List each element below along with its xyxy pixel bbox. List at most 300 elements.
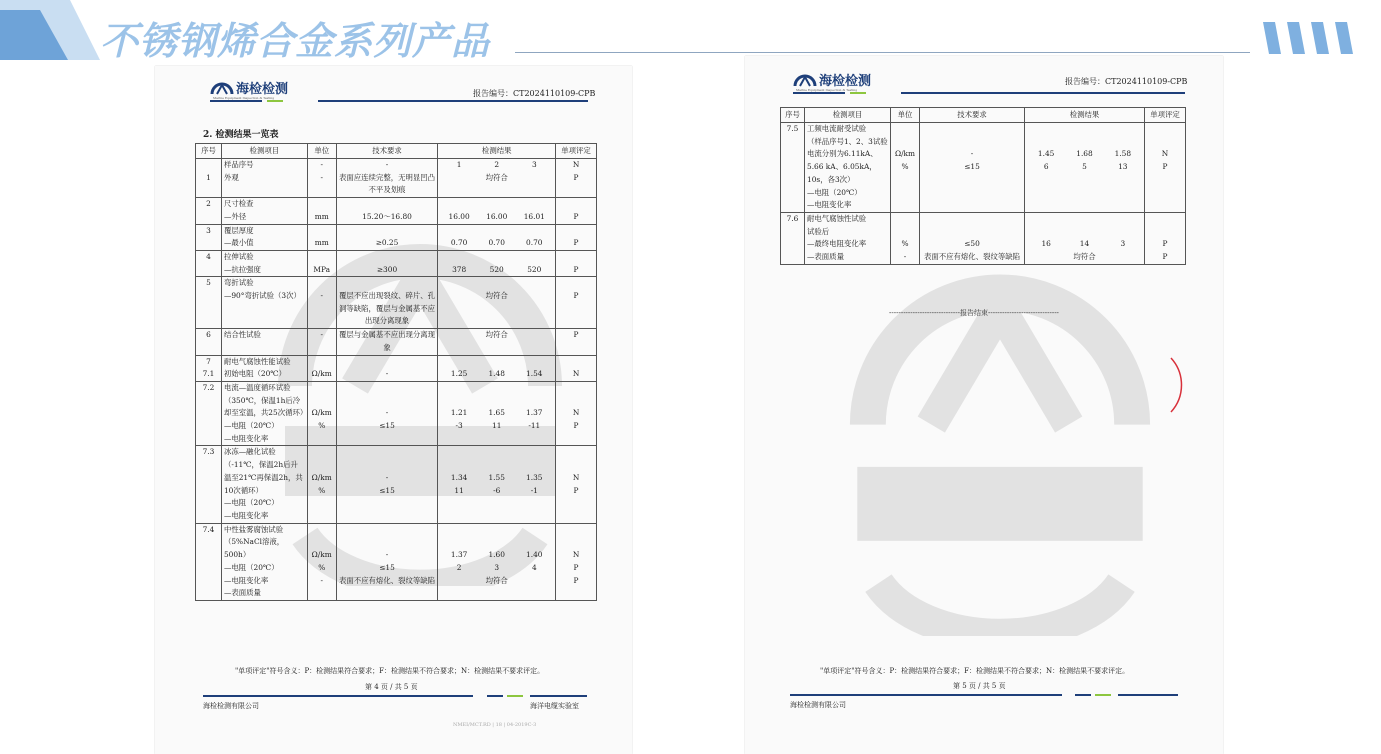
table-row <box>196 198 597 224</box>
cell-eval <box>556 381 597 446</box>
cell-line: Ω/km <box>894 149 916 159</box>
result-line <box>440 277 553 290</box>
result-line <box>1027 123 1142 136</box>
cell-line: —电阻变化率 <box>223 510 269 520</box>
cell-unit <box>307 446 336 523</box>
cell-line: —电阻变化率 <box>807 200 852 210</box>
logo-subtitle: Marine Equipment Inspection & Testing <box>796 88 858 92</box>
cell-line: —抗拉强度 <box>223 264 261 274</box>
col-header-results: 检测结果 <box>1025 108 1145 123</box>
result-value: 4 <box>531 562 537 572</box>
report-number: 报告编号：CT2024110109-CPB <box>1065 77 1188 86</box>
cell-unit <box>307 523 336 600</box>
cell-line: ≤15 <box>964 162 980 172</box>
cell-line: - <box>320 575 323 585</box>
cell-line: 4 <box>206 251 211 261</box>
cell-results <box>438 250 556 276</box>
result-value: 1.37 <box>450 550 468 560</box>
cell-line: （5%NaCl溶液，500h） <box>223 537 285 560</box>
cell-line: —电阻（20℃） <box>223 562 279 572</box>
cell-line: mm <box>314 211 329 221</box>
cell-line <box>558 536 594 549</box>
cell-line <box>310 446 334 459</box>
result-line <box>440 251 553 264</box>
cell-line <box>922 213 1022 226</box>
cell-unit <box>307 355 336 381</box>
cell-line: P <box>573 238 579 248</box>
cell-line <box>310 277 334 290</box>
result-value: 16.00 <box>486 211 508 221</box>
cell-no <box>196 250 222 276</box>
cell-line <box>922 123 1022 136</box>
result-line <box>440 159 553 172</box>
cell-results <box>438 381 556 446</box>
cell-line: - <box>385 408 389 418</box>
table-row <box>196 224 597 250</box>
cell-line: mm <box>314 238 329 248</box>
cell-line: 耐电气腐蚀性试验 <box>807 213 867 223</box>
report-number: 报告编号：CT2024110109-CPB <box>473 89 596 98</box>
cell-line <box>558 356 594 369</box>
cell-line: P <box>1162 252 1168 262</box>
cell-unit <box>307 198 336 224</box>
banner-stripes-icon <box>1259 22 1359 54</box>
banner-corner-shape <box>0 0 100 66</box>
cell-line <box>893 213 917 226</box>
result-line: 均符合 <box>485 291 508 301</box>
cell-line: P <box>573 575 579 585</box>
cell-line <box>339 536 436 549</box>
result-line <box>440 395 553 408</box>
evaluation-legend: "单项评定"符号含义：P：检测结果符合要求；F：检测结果不符合要求；N：检测结果不要求评定。 <box>235 667 545 675</box>
cell-line: ≥0.25 <box>375 238 399 248</box>
cell-line <box>339 356 436 369</box>
cell-line: ≤15 <box>379 485 395 495</box>
table-row <box>196 355 597 381</box>
cell-line: 7.3 <box>202 447 215 457</box>
cell-eval <box>556 159 597 198</box>
col-header-no: 序号 <box>781 108 805 123</box>
cell-line <box>1147 226 1183 239</box>
cell-eval <box>556 355 597 381</box>
result-value: 1.58 <box>1114 149 1132 159</box>
footer-rule-right <box>1118 694 1178 696</box>
result-value: 0.70 <box>526 238 543 248</box>
header-rule-accent <box>850 92 866 94</box>
result-line <box>440 446 553 459</box>
cell-line: % <box>318 562 326 572</box>
result-value: 1 <box>456 160 462 169</box>
cell-line <box>922 226 1022 239</box>
cell-line: 表面不应有熔化、裂纹等缺陷 <box>338 575 436 585</box>
cell-line: —电阻变化率 <box>223 433 269 443</box>
cell-line: 7.5 <box>786 124 799 133</box>
cell-line: —外径 <box>223 211 247 221</box>
cell-item <box>221 329 307 355</box>
cell-no <box>781 212 805 264</box>
cell-req <box>336 523 438 600</box>
cell-line: P <box>1162 162 1168 172</box>
cell-line: —表面质量 <box>223 588 261 598</box>
result-line: 均符合 <box>485 330 508 340</box>
cell-line: P <box>573 562 579 572</box>
cell-item <box>221 159 307 198</box>
col-header-results: 检测结果 <box>438 144 556 159</box>
cell-no <box>196 277 222 329</box>
result-line <box>440 407 553 420</box>
cell-line: 工频电流耐受试验 <box>807 124 867 133</box>
cell-line <box>310 459 334 472</box>
cell-no <box>196 446 222 523</box>
cell-line <box>893 136 917 149</box>
cell-results <box>438 355 556 381</box>
result-value: 1.21 <box>450 408 468 418</box>
company-logo <box>210 78 288 97</box>
cell-no <box>196 198 222 224</box>
cell-no <box>781 123 805 213</box>
logo-text: 海检检测 <box>819 74 872 89</box>
header-rule-right <box>901 92 1185 94</box>
result-line <box>440 472 553 485</box>
cell-line: 15.20～16.80 <box>362 211 412 221</box>
cell-line <box>893 123 917 136</box>
cell-line: - <box>385 369 389 379</box>
cell-line: N <box>572 369 580 379</box>
table-row <box>196 381 597 446</box>
cell-line: P <box>573 172 579 182</box>
result-value: -3 <box>455 421 463 431</box>
cell-line: N <box>572 160 580 169</box>
logo-text: 海检检测 <box>236 82 289 97</box>
cell-line: 覆层不应出现裂纹、碎片、孔洞等缺陷，覆层与金属基不应出现分离现象 <box>338 291 436 326</box>
cell-req <box>920 212 1025 264</box>
cell-line: （350℃，保温1h后冷却至室温，共25次循环） <box>223 395 308 418</box>
page-number: 第 5 页 / 共 5 页 <box>953 682 1006 690</box>
cell-line: - <box>970 149 974 159</box>
result-value: 14 <box>1079 239 1090 249</box>
result-value: 3 <box>494 562 500 572</box>
result-line: 均符合 <box>485 575 508 585</box>
cell-eval <box>556 446 597 523</box>
cell-item <box>221 381 307 446</box>
result-value: 1.35 <box>526 472 543 482</box>
result-value: 5 <box>1082 162 1087 172</box>
cell-no <box>196 523 222 600</box>
cell-line <box>558 459 594 472</box>
result-value: 16.01 <box>523 211 545 221</box>
result-value: 6 <box>1043 162 1049 172</box>
results-table <box>195 143 597 601</box>
cell-line <box>339 277 436 290</box>
table-row <box>781 212 1186 264</box>
cell-line: 7.4 <box>202 524 215 534</box>
cell-line: N <box>572 550 580 560</box>
result-value: 3 <box>531 160 537 169</box>
cell-line: 表面应连续完整，无明显凹凸不平及划痕 <box>338 172 436 195</box>
cell-line: 7.6 <box>786 213 799 223</box>
footer-doc-code: NMEI/MCT.RD | 18 | 04-2019C-3 <box>453 722 537 728</box>
cell-line: P <box>573 485 579 495</box>
cell-line: - <box>320 172 323 182</box>
cell-line: —90°弯折试验（3次） <box>223 291 301 301</box>
cell-line: ≤15 <box>379 421 395 431</box>
result-value: 378 <box>452 264 467 274</box>
cell-line: MPa <box>313 264 331 274</box>
cell-line: 初始电阻（20℃） <box>223 369 286 379</box>
cell-line: 3 <box>206 225 211 235</box>
cell-no <box>196 224 222 250</box>
cell-results <box>438 159 556 198</box>
cell-line: P <box>573 330 579 340</box>
cell-line: —电阻（20℃） <box>223 498 279 508</box>
cell-line <box>558 225 594 238</box>
cell-line <box>310 395 334 408</box>
cell-item <box>221 277 307 329</box>
cell-line <box>339 198 436 211</box>
cell-line: ≤15 <box>379 562 395 572</box>
cell-line: - <box>320 291 323 301</box>
cell-results <box>438 198 556 224</box>
col-header-evaluation: 单项评定 <box>556 144 597 159</box>
cell-line: % <box>318 421 326 431</box>
footer-rule-left <box>790 694 1062 696</box>
logo-subtitle: Marine Equipment Inspection & Testing <box>213 96 275 100</box>
section-title: 2. 检测结果一览表 <box>203 130 279 140</box>
col-header-requirement: 技术要求 <box>336 144 438 159</box>
result-value: 16 <box>1041 239 1051 249</box>
cell-line: —最小值 <box>223 238 254 248</box>
cell-line <box>1147 213 1183 226</box>
footer-rule-accent <box>507 695 523 697</box>
cell-unit <box>891 212 920 264</box>
cell-line <box>1147 123 1183 136</box>
result-value: 13 <box>1118 162 1128 172</box>
result-line <box>440 264 553 277</box>
result-value: -1 <box>530 485 538 495</box>
cell-unit <box>307 277 336 329</box>
table-header-row <box>781 108 1186 123</box>
header-rule-right <box>318 100 588 102</box>
cell-line: 2 <box>206 199 211 209</box>
result-value: 520 <box>527 264 542 274</box>
cell-line <box>339 446 436 459</box>
col-header-requirement: 技术要求 <box>920 108 1025 123</box>
cell-line: —电阻变化率 <box>223 575 269 585</box>
result-value: 0.70 <box>450 238 468 248</box>
cell-line <box>310 225 334 238</box>
result-line <box>440 225 553 238</box>
cell-line: Ω/km <box>311 408 332 418</box>
footer-rule-mid <box>1075 694 1091 696</box>
cell-item <box>221 355 307 381</box>
cell-line: - <box>385 550 389 560</box>
cell-req <box>336 355 438 381</box>
cell-line: N <box>572 408 580 418</box>
cell-line: - <box>903 252 907 262</box>
cell-req <box>336 198 438 224</box>
nmei-watermark-icon <box>840 266 1160 636</box>
result-line <box>1027 238 1142 251</box>
cell-line <box>310 382 334 395</box>
result-value: -11 <box>528 421 541 431</box>
footer-company: 海检检测有限公司 <box>203 702 259 710</box>
cell-line: 覆层与金属基不应出现分离现象 <box>338 330 436 352</box>
cell-eval <box>556 250 597 276</box>
cell-line: P <box>573 291 579 301</box>
cell-item <box>221 198 307 224</box>
cell-line <box>310 251 334 264</box>
cell-eval <box>556 277 597 329</box>
result-value: 1.37 <box>526 408 543 418</box>
cell-unit <box>307 329 336 355</box>
col-header-unit: 单位 <box>307 144 336 159</box>
result-line <box>440 198 553 211</box>
table-row <box>196 277 597 329</box>
report-page-4 <box>155 66 632 754</box>
cell-line <box>922 136 1022 149</box>
red-seal-stamp-icon <box>1169 356 1183 416</box>
result-value: 1.55 <box>488 472 505 482</box>
result-value: 1.45 <box>1037 149 1055 159</box>
cell-line: % <box>901 239 909 249</box>
cell-line: 覆层厚度 <box>223 225 254 235</box>
cell-unit <box>307 224 336 250</box>
report-page-5 <box>745 56 1223 754</box>
table-row <box>196 446 597 523</box>
cell-line: 外观 <box>223 172 239 182</box>
footer-company: 海检检测有限公司 <box>790 701 846 709</box>
result-line <box>440 485 553 498</box>
table-row <box>196 250 597 276</box>
cell-line <box>339 382 436 395</box>
cell-line: 7 <box>206 356 211 366</box>
header-rule-left <box>793 92 845 94</box>
cell-line: —表面质量 <box>807 252 844 262</box>
footer-rule-right <box>530 695 587 697</box>
cell-results <box>438 329 556 355</box>
cell-unit <box>307 381 336 446</box>
col-header-no: 序号 <box>196 144 222 159</box>
cell-line <box>339 225 436 238</box>
cell-item <box>221 250 307 276</box>
cell-line <box>893 226 917 239</box>
cell-line: - <box>385 160 389 169</box>
result-line <box>440 368 553 381</box>
cell-line <box>558 382 594 395</box>
cell-line: 冰冻—融化试验 <box>223 447 276 457</box>
cell-line: 尺寸检查 <box>223 199 254 209</box>
banner-title: 不锈钢烯合金系列产品 <box>100 19 491 63</box>
cell-no <box>196 159 222 198</box>
result-value: 2 <box>456 562 462 572</box>
col-header-item: 检测项目 <box>221 144 307 159</box>
cell-results <box>438 446 556 523</box>
cell-line: 耐电气腐蚀性能试验 <box>223 356 291 366</box>
cell-line: % <box>901 162 909 172</box>
cell-line: 结合性试验 <box>223 330 261 340</box>
result-line <box>440 420 553 433</box>
cell-no <box>196 381 222 446</box>
cell-line: 弯折试验 <box>223 278 254 288</box>
cell-line <box>310 356 334 369</box>
cell-results <box>438 277 556 329</box>
cell-line: ≥300 <box>376 264 398 274</box>
col-header-unit: 单位 <box>891 108 920 123</box>
col-header-item: 检测项目 <box>805 108 891 123</box>
table-row <box>781 123 1186 213</box>
cell-line <box>339 395 436 408</box>
cell-eval <box>556 198 597 224</box>
result-value: 1.65 <box>488 408 505 418</box>
result-value: -6 <box>493 485 501 495</box>
result-line <box>1027 136 1142 149</box>
cell-line: （-11℃，保温2h后升温至21℃再保温2h，共10次循环） <box>223 460 303 495</box>
cell-unit <box>891 123 920 213</box>
cell-req <box>336 446 438 523</box>
cell-results <box>438 224 556 250</box>
logo-emblem-icon <box>210 80 234 96</box>
cell-line: 中性盐雾腐蚀试验 <box>223 524 284 534</box>
cell-line <box>558 198 594 211</box>
banner-divider <box>515 52 1250 53</box>
result-line <box>440 524 553 537</box>
cell-line: 6 <box>206 330 211 340</box>
cell-line: —电阻（20℃） <box>807 187 862 197</box>
cell-eval <box>556 224 597 250</box>
cell-line: N <box>572 472 580 482</box>
table-header-row <box>196 144 597 159</box>
result-value: 1.60 <box>488 550 505 560</box>
cell-line: ≤50 <box>964 239 980 249</box>
result-line <box>440 211 553 224</box>
cell-line: 1 <box>206 172 211 182</box>
table-row <box>196 523 597 600</box>
cell-line: - <box>385 472 389 482</box>
result-line <box>440 549 553 562</box>
result-value: 3 <box>1120 239 1126 249</box>
result-value: 1.34 <box>450 472 468 482</box>
cell-unit <box>307 250 336 276</box>
result-line <box>440 237 553 250</box>
header-rule-accent <box>267 100 283 102</box>
cell-eval <box>556 329 597 355</box>
cell-line <box>558 277 594 290</box>
cell-line: 拉伸试验 <box>223 251 254 261</box>
result-value: 520 <box>489 264 504 274</box>
cell-req <box>336 277 438 329</box>
cell-no <box>196 329 222 355</box>
results-table <box>780 107 1186 265</box>
result-value: 1.48 <box>488 369 505 379</box>
result-value: 11 <box>454 485 464 495</box>
result-line <box>1027 148 1142 161</box>
report-end-text: 报告结束 <box>959 309 988 317</box>
cell-item <box>221 523 307 600</box>
footer-rule-left <box>203 695 473 697</box>
result-value: 1.54 <box>526 369 543 379</box>
cell-line <box>339 459 436 472</box>
cell-item <box>221 224 307 250</box>
cell-line: 5 <box>206 278 211 288</box>
report-end-marker: ------------------------------报告结束------------------------------ <box>889 309 1059 317</box>
cell-line <box>310 524 334 537</box>
cell-line: P <box>1162 239 1168 249</box>
footer-rule-mid <box>487 695 503 697</box>
cell-line: P <box>573 421 579 431</box>
cell-results <box>438 523 556 600</box>
result-line <box>440 562 553 575</box>
footer-rule-accent <box>1095 694 1111 696</box>
